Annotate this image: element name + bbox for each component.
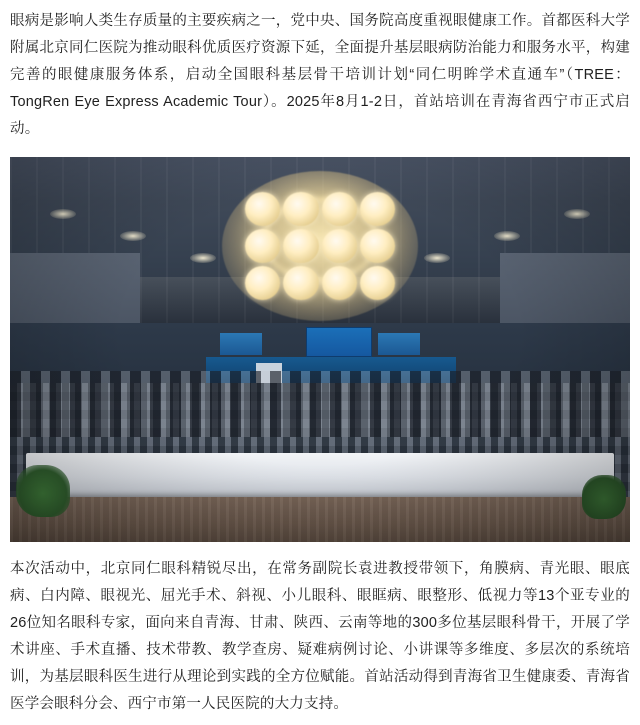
- ceiling-spot-icon: [494, 231, 520, 241]
- head-table: [26, 453, 614, 497]
- chandelier-cells: [245, 192, 395, 300]
- front-row-attendees: [10, 371, 630, 437]
- plant-right-icon: [582, 475, 626, 519]
- stage-screen-left: [220, 333, 262, 355]
- chandelier-icon: [222, 171, 418, 321]
- ceiling-spot-icon: [424, 253, 450, 263]
- article-paragraph-bottom: 本次活动中，北京同仁眼科精锐尽出，在常务副院长袁进教授带领下，角膜病、青光眼、眼底病、白内障、眼视光、屈光手术、斜视、小儿眼科、眼眶病、眼整形、低视力等13个亚专业的26位知名眼科专家，面向来自青海、甘肃、陕西、云南等地的300多位基层眼科骨干，开展了学术讲座、手术直播、技术带教、教学查房、疑难病例讨论、小讲课等多维度、多层次的系统培训，为基层眼科医生进行从理论到实践的全方位赋能。首站活动得到青海省卫生健康委、青海省医学会眼科分会、西宁市第一人民医院的大力支持。: [10, 561, 630, 712]
- ceiling-spot-icon: [50, 209, 76, 219]
- ceiling-spot-icon: [120, 231, 146, 241]
- conference-photo: [10, 157, 630, 542]
- ceiling-spot-icon: [190, 253, 216, 263]
- plant-left-icon: [16, 465, 70, 517]
- stage-screen-right: [378, 333, 420, 355]
- article-paragraph-top: 眼病是影响人类生存质量的主要疾病之一，党中央、国务院高度重视眼健康工作。首都医科大学附属北京同仁医院为推动眼科优质医疗资源下延，全面提升基层眼病防治能力和服务水平，构建完善的眼健康服务体系，启动全国眼科基层骨干培训计划“同仁明眸学术直通车”（TREE：TongRen Eye Express Academic Tour）。2025年8月1-2日，首站培训在青海省西宁市正式启动。: [10, 13, 630, 137]
- ceiling-spot-icon: [564, 209, 590, 219]
- stage-screen: [306, 327, 372, 357]
- floor-carpet: [10, 497, 630, 542]
